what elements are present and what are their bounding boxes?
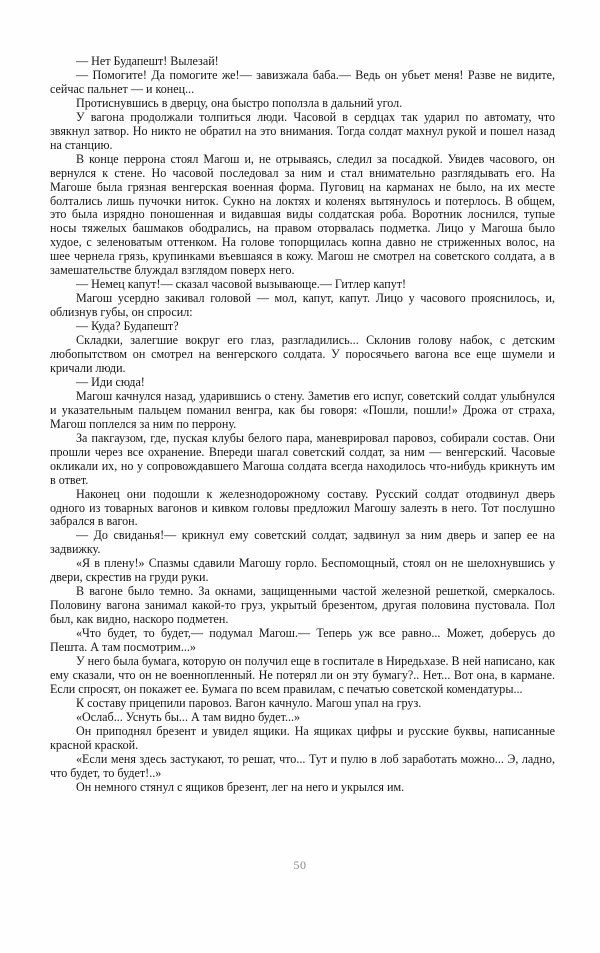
paragraph: Протиснувшись в дверцу, она быстро поползла в дальний угол. (76, 95, 403, 110)
paragraph: — Помогите! Да помогите же!— завизжала баба.— Ведь он убьет меня! Разве не видите, сейчас пальнет — и конец... (50, 67, 555, 96)
paragraph: Наконец они подошли к железнодорожному составу. Русский солдат отодвинул дверь одного из товарных вагонов и кивком головы предложил Магошу залезть в него. Тот послушно забрался в вагон. (50, 486, 555, 529)
body-text (50, 55, 555, 795)
paragraph: В вагоне было темно. За окнами, защищенными частой железной решеткой, смеркалось. Половину вагона занимал какой-то груз, укрытый брезентом, другая половина пустовала. Пол был, как видно, наскоро подметен. (50, 584, 555, 627)
paragraph: У него была бумага, которую он получил еще в госпитале в Ниредьхазе. В ней написано, как ему сказали, что он не военнопленный. Не потерял ли он эту бумагу?.. Нет... Вот она, в кармане. Если спросят, он покажет ее. Бумага по всем правилам, с печатью советской комендатуры... (50, 653, 555, 696)
paragraph: Он приподнял брезент и увидел ящики. На ящиках цифры и русские буквы, написанные красной краской. (50, 723, 555, 752)
paragraph: Магош усердно закивал головой — мол, капут, капут. Лицо у часового прояснилось, и, облизнув губы, он спросил: (50, 291, 555, 320)
paragraph: У вагона продолжали толпиться люди. Часовой в сердцах так ударил по автомату, что звякнул затвор. Но никто не обратил на это внимания. Тогда солдат махнул рукой и пошел назад на станцию. (50, 109, 555, 152)
paragraph: «Что будет, то будет,— подумал Магош.— Теперь уж все равно... Может, доберусь до Пешта. А там посмотрим...» (50, 626, 555, 655)
paragraph: К составу прицепили паровоз. Вагон качнуло. Магош упал на груз. (76, 695, 422, 710)
paragraph: — Куда? Будапешт? (76, 319, 179, 334)
paragraph: Он немного стянул с ящиков брезент, лег на него и укрылся им. (76, 779, 405, 794)
paragraph: За пакгаузом, где, пуская клубы белого пара, маневрировал паровоз, собирали состав. Они прошли через все охранение. Впереди шагал советский солдат, за ним — венгерский. Часовые окликали их, но у сопровождавшего Магоша солдата всегда находилось что-нибудь крикнуть им в ответ. (50, 430, 555, 487)
paragraph: — Иди сюда! (76, 374, 145, 389)
paragraph: «Ослаб... Уснуть бы... А там видно будет...» (76, 709, 301, 724)
page-number: 50 (293, 858, 307, 872)
paragraph: Магош качнулся назад, ударившись о стену. Заметив его испуг, советский солдат улыбнулся и указательным пальцем поманил венгра, как бы говоря: «Пошли, пошли!» Дрожа от страха, Магош поплелся за ним по перрону. (50, 388, 555, 431)
paragraph: Складки, залегшие вокруг его глаз, разгладились... Склонив голову набок, с детским любопытством он смотрел на венгерского солдата. У поросячьего вагона все еще шумели и кричали люди. (50, 333, 555, 375)
paragraph: — До свиданья!— крикнул ему советский солдат, задвинул за ним дверь и запер ее на задвижку. (50, 528, 555, 557)
paragraph: В конце перрона стоял Магош и, не отрываясь, следил за посадкой. Увидев часового, он вернулся к стене. Но часовой последовал за ним и стал внимательно разглядывать его. На Магоше была грязная венгерская военная форма. Пуговиц на карманах не было, на их месте болтались лишь пучочки ниток. Сукно на локтях и коленях вытянулось и потерлось. В общем, это была изрядно поношенная и видавшая виды солдатская роба. Воротник лоснился, тупые носы тяжелых башмаков ободрались, на правом оторвалась подметка. Лицо у Магоша было худое, с зеленоватым оттенком. На голове топорщилась копна давно не стриженных волос, на шее чернела грязь, крупинками въевшаяся в кожу. Магош не смотрел на советского солдата, а в замешательстве блуждал взглядом поверх него. (50, 151, 555, 278)
paragraph: — Нет Будапешт! Вылезай! (76, 54, 219, 68)
paragraph: — Немец капут!— сказал часовой вызывающе.— Гитлер капут! (76, 277, 407, 292)
paragraph: «Я в плену!» Спазмы сдавили Магошу горло. Беспомощный, стоял он не шелохнувшись у двери, скрестив на груди руки. (50, 556, 555, 585)
paragraph: «Если меня здесь застукают, то решат, что... Тут и пулю в лоб заработать можно... Э, ладно, что будет, то будет!..» (50, 751, 555, 780)
